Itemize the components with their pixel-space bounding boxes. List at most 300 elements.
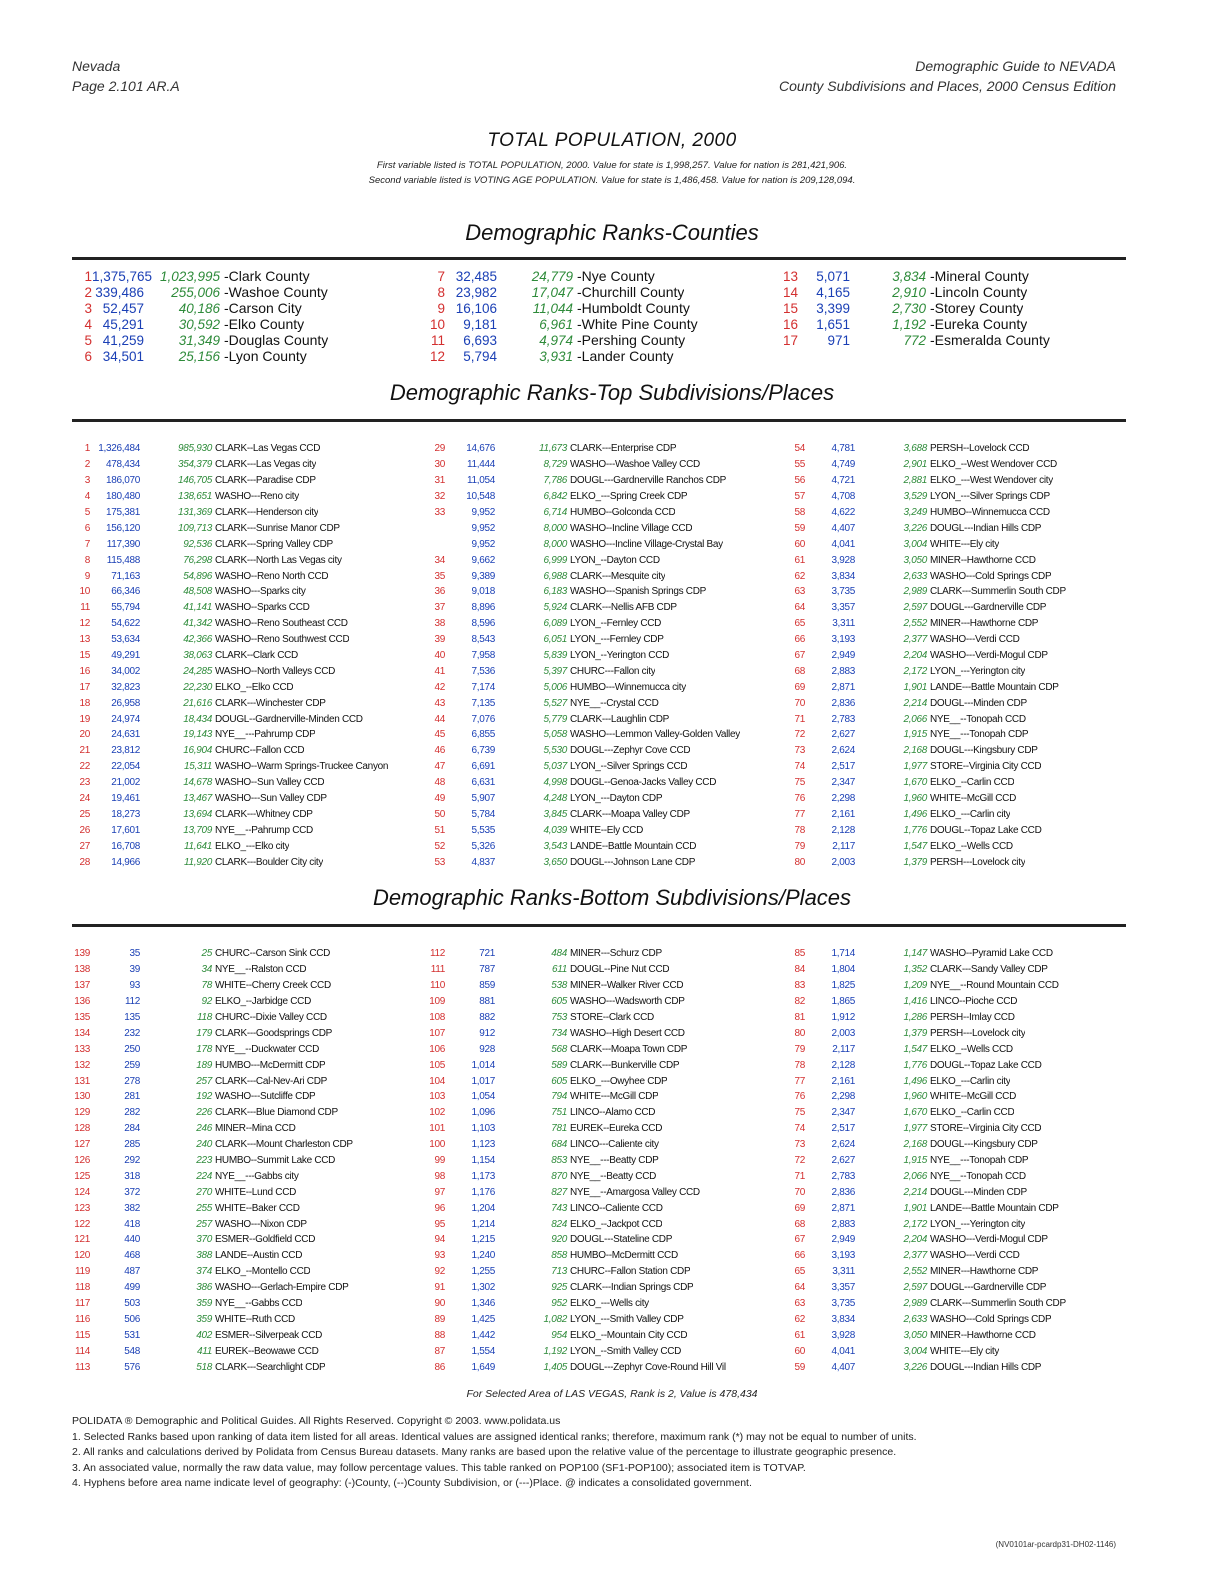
total-population: 2,128 [831, 1059, 855, 1071]
voting-age-population: 402 [196, 1329, 212, 1341]
voting-age-population: 2,597 [903, 1282, 927, 1294]
total-population: 318 [124, 1170, 140, 1182]
rank: 100 [429, 1139, 445, 1151]
area-name: WASHO---Sparks city [215, 586, 306, 598]
table-row [427, 1216, 787, 1232]
area-name: ELKO_--Elko CCD [215, 681, 294, 693]
footer-note: 1. Selected Ranks based upon ranking of data item listed for all areas. Identical values are assigned identical ranks; therefore, maximum rank (*) may not be equal to number of units. [72, 1430, 917, 1443]
rank: 6 [84, 348, 92, 364]
voting-age-population: 751 [551, 1107, 567, 1119]
county-row [425, 348, 778, 364]
rank: 123 [74, 1202, 90, 1214]
total-population: 175,381 [105, 507, 140, 518]
area-name: CLARK---Henderson city [215, 507, 319, 518]
table-row [72, 994, 427, 1010]
rank: 120 [74, 1250, 90, 1262]
table-row [787, 1168, 1126, 1184]
total-population: 1,302 [471, 1282, 495, 1294]
rank: 84 [794, 964, 805, 976]
county-row [778, 348, 1126, 364]
voting-age-population: 6,089 [543, 618, 567, 630]
area-name: DOUGL---Minden CDP [930, 1186, 1027, 1198]
rank: 16 [782, 316, 798, 332]
area-name: CLARK---Indian Springs CDP [570, 1282, 694, 1294]
area-name: WHITE---Ely city [930, 1345, 1000, 1357]
total-population: 9,952 [471, 507, 495, 518]
voting-age-population: 257 [196, 1218, 212, 1230]
county-row [72, 332, 425, 348]
total-population: 156,120 [105, 522, 140, 534]
rank: 32 [434, 491, 445, 503]
table-row [787, 994, 1126, 1010]
area-name: DOUGL---Minden CDP [930, 697, 1027, 709]
rank: 67 [794, 650, 805, 662]
total-population: 3,193 [831, 634, 855, 646]
rank: 66 [794, 634, 805, 646]
rank: 132 [74, 1059, 90, 1071]
area-name: CLARK---Goodsprings CDP [215, 1027, 333, 1039]
area-name: -Humboldt County [577, 300, 690, 316]
voting-age-population: 772 [903, 332, 926, 348]
rank: 105 [429, 1059, 445, 1071]
rank: 111 [430, 964, 445, 976]
total-population: 7,174 [471, 681, 495, 693]
rank: 3 [84, 300, 92, 316]
table-row [72, 1184, 427, 1200]
area-name: NYE__--Tonopah CCD [930, 1170, 1026, 1182]
rank: 19 [79, 713, 90, 725]
table-row [427, 1359, 787, 1375]
voting-age-population: 870 [551, 1170, 567, 1182]
total-population: 49,291 [111, 650, 140, 662]
table-row [427, 441, 787, 457]
voting-age-population: 4,039 [543, 824, 567, 836]
total-population: 7,135 [471, 697, 495, 709]
table-row [427, 727, 787, 743]
voting-age-population: 76,298 [183, 554, 212, 566]
total-population: 4,708 [831, 491, 855, 503]
total-population: 548 [124, 1345, 140, 1357]
voting-age-population: 1,192 [543, 1345, 567, 1357]
area-name: WHITE--McGill CCD [930, 1091, 1016, 1103]
area-name: DOUGL---Kingsbury CDP [930, 745, 1038, 757]
area-name: MINER---Hawthorne CDP [930, 1266, 1039, 1278]
rank: 119 [74, 1266, 90, 1278]
voting-age-population: 3,688 [903, 443, 927, 455]
voting-age-population: 484 [551, 948, 567, 960]
table-row [72, 489, 427, 505]
voting-age-population: 568 [551, 1043, 567, 1055]
area-name: EUREK--Beowawe CCD [215, 1345, 319, 1357]
table-row [787, 679, 1126, 695]
total-population: 4,407 [831, 522, 855, 534]
table-row [72, 806, 427, 822]
table-row [427, 536, 787, 552]
total-population: 5,535 [471, 824, 495, 836]
county-row [778, 284, 1126, 300]
area-name: DOUGL--Gardnerville-Minden CCD [215, 713, 363, 725]
county-row [425, 332, 778, 348]
area-name: CLARK---Moapa Town CDP [570, 1043, 688, 1055]
table-row [72, 441, 427, 457]
area-name: ELKO_---Carlin city [930, 1075, 1011, 1087]
total-population: 14,966 [111, 856, 140, 868]
area-name: LYON_---Dayton CDP [570, 793, 663, 805]
table-row [427, 552, 787, 568]
total-population: 7,536 [471, 665, 495, 677]
rank: 9 [437, 300, 445, 316]
area-name: NYE__---Tonopah CDP [930, 1155, 1029, 1167]
total-population: 284 [124, 1123, 140, 1135]
rank: 37 [434, 602, 445, 614]
total-population: 9,181 [463, 316, 497, 332]
voting-age-population: 1,379 [903, 1027, 927, 1039]
area-name: -Mineral County [930, 268, 1029, 284]
total-population: 2,627 [831, 729, 855, 741]
rank: 64 [794, 1282, 805, 1294]
rank: 12 [79, 618, 90, 630]
total-population: 4,721 [831, 475, 855, 487]
voting-age-population: 1,352 [903, 964, 927, 976]
voting-age-population: 1,915 [903, 729, 927, 741]
table-row [787, 711, 1126, 727]
voting-age-population: 223 [196, 1155, 212, 1167]
rank: 133 [74, 1043, 90, 1055]
voting-age-population: 3,004 [903, 1345, 927, 1357]
table-row [427, 1105, 787, 1121]
total-population: 2,003 [831, 1027, 855, 1039]
total-population: 506 [124, 1313, 140, 1325]
rank: 114 [74, 1345, 90, 1357]
voting-age-population: 713 [551, 1266, 567, 1278]
voting-age-population: 5,058 [543, 729, 567, 741]
rank: 82 [794, 996, 805, 1008]
table-row [427, 759, 787, 775]
voting-age-population: 24,285 [183, 665, 212, 677]
total-population: 2,836 [831, 1186, 855, 1198]
area-name: NYE__--Crystal CCD [570, 697, 659, 709]
table-row [427, 489, 787, 505]
total-population: 11,444 [466, 459, 495, 471]
area-name: CHURC--Carson Sink CCD [215, 948, 331, 960]
table-row [787, 552, 1126, 568]
rank: 69 [794, 681, 805, 693]
voting-age-population: 684 [551, 1139, 567, 1151]
voting-age-population: 11,673 [538, 443, 567, 455]
total-population: 19,461 [111, 793, 140, 805]
total-population: 2,298 [831, 1091, 855, 1103]
table-row [427, 1343, 787, 1359]
area-name: CLARK---Mount Charleston CDP [215, 1139, 353, 1151]
voting-age-population: 1,901 [903, 1202, 927, 1214]
table-row [787, 1311, 1126, 1327]
voting-age-population: 794 [551, 1091, 567, 1103]
voting-age-population: 1,496 [903, 1075, 927, 1087]
area-name: DOUGL---Gardnerville Ranchos CDP [570, 475, 727, 487]
rank: 5 [84, 507, 90, 518]
area-name: LYON_---Silver Springs CDP [930, 491, 1050, 503]
voting-age-population: 388 [196, 1250, 212, 1262]
table-row [427, 1010, 787, 1026]
rank: 106 [429, 1043, 445, 1055]
rank: 10 [429, 316, 445, 332]
total-population: 4,781 [831, 443, 855, 455]
rank: 68 [794, 665, 805, 677]
total-population: 4,622 [831, 507, 855, 518]
area-name: LYON_--Smith Valley CCD [570, 1345, 682, 1357]
area-name: LANDE---Battle Mountain CDP [930, 681, 1059, 693]
total-population: 34,501 [102, 348, 144, 364]
rank: 2 [84, 459, 90, 471]
county-row [778, 332, 1126, 348]
total-population: 3,928 [831, 1329, 855, 1341]
table-row [72, 1073, 427, 1089]
total-population: 16,708 [111, 840, 140, 852]
area-name: -Carson City [224, 300, 302, 316]
table-row [72, 1296, 427, 1312]
area-name: CLARK---Summerlin South CDP [930, 1298, 1066, 1310]
total-population: 2,949 [831, 1234, 855, 1246]
total-population: 1,825 [831, 980, 855, 992]
rank: 112 [429, 948, 445, 960]
county-row [425, 284, 778, 300]
table-row [72, 505, 427, 521]
voting-age-population: 6,999 [543, 554, 567, 566]
section-rule [72, 419, 1126, 422]
rank: 51 [434, 824, 445, 836]
table-row [427, 994, 787, 1010]
footer-notes [72, 1414, 1126, 1492]
table-row [787, 727, 1126, 743]
voting-age-population: 38,063 [183, 650, 212, 662]
table-row [787, 632, 1126, 648]
table-row [72, 791, 427, 807]
voting-age-population: 257 [196, 1075, 212, 1087]
rank: 34 [434, 554, 445, 566]
table-row [427, 568, 787, 584]
rank: 4 [84, 316, 92, 332]
total-population: 382 [124, 1202, 140, 1214]
total-population: 259 [124, 1059, 140, 1071]
voting-age-population: 2,214 [903, 697, 927, 709]
rank: 53 [434, 856, 445, 868]
total-population: 3,735 [831, 1298, 855, 1310]
voting-age-population: 5,779 [543, 713, 567, 725]
total-population: 721 [479, 948, 495, 960]
total-population: 1,204 [471, 1202, 495, 1214]
voting-age-population: 2,066 [903, 1170, 927, 1182]
total-population: 440 [124, 1234, 140, 1246]
table-row [787, 616, 1126, 632]
table-row [787, 946, 1126, 962]
voting-age-population: 2,597 [903, 602, 927, 614]
total-population: 6,739 [471, 745, 495, 757]
table-row [427, 584, 787, 600]
total-population: 11,054 [466, 475, 495, 487]
area-name: -Elko County [224, 316, 305, 332]
rank: 110 [429, 980, 445, 992]
table-row [787, 584, 1126, 600]
total-population: 55,794 [111, 602, 140, 614]
table-row [787, 838, 1126, 854]
total-population: 1,326,484 [98, 443, 140, 455]
total-population: 21,002 [111, 777, 140, 789]
area-name: WASHO--Reno North CCD [215, 570, 329, 582]
rank: 70 [794, 1186, 805, 1198]
area-name: CLARK---Enterprise CDP [570, 443, 677, 455]
voting-age-population: 240 [196, 1139, 212, 1151]
table-row [787, 457, 1126, 473]
rank: 122 [74, 1218, 90, 1230]
rank: 63 [794, 1298, 805, 1310]
voting-age-population: 611 [551, 964, 567, 976]
total-population: 1,103 [471, 1123, 495, 1135]
total-population: 35 [129, 948, 140, 960]
area-name: NYE__--Ralston CCD [215, 964, 307, 976]
area-name: CLARK---Blue Diamond CDP [215, 1107, 338, 1119]
voting-age-population: 1,496 [903, 808, 927, 820]
county-row [72, 284, 425, 300]
area-name: MINER---Hawthorne CDP [930, 618, 1039, 630]
area-name: LYON_--Fernley CCD [570, 618, 662, 630]
voting-age-population: 3,834 [892, 268, 926, 284]
rank: 98 [434, 1170, 445, 1182]
rank: 74 [794, 761, 805, 773]
rank: 64 [794, 602, 805, 614]
total-population: 3,399 [816, 300, 850, 316]
rank: 108 [429, 1012, 445, 1023]
voting-age-population: 858 [551, 1250, 567, 1262]
total-population: 4,837 [471, 856, 495, 868]
total-population: 1,912 [831, 1012, 855, 1023]
voting-age-population: 3,050 [903, 1329, 927, 1341]
area-name: -Washoe County [224, 284, 328, 300]
total-population: 1,176 [471, 1186, 495, 1198]
table-row [787, 1248, 1126, 1264]
rank: 115 [74, 1329, 90, 1341]
rank: 48 [434, 777, 445, 789]
total-population: 503 [124, 1298, 140, 1310]
total-population: 2,883 [831, 665, 855, 677]
table-row [787, 648, 1126, 664]
table-row [72, 1010, 427, 1026]
rank: 137 [74, 980, 90, 992]
total-population: 2,871 [831, 681, 855, 693]
area-name: CLARK--Las Vegas CCD [215, 443, 321, 455]
voting-age-population: 178 [196, 1043, 212, 1055]
total-population: 34,002 [111, 665, 140, 677]
rank: 118 [74, 1282, 90, 1294]
area-name: WASHO--Sparks CCD [215, 602, 310, 614]
rank: 102 [429, 1107, 445, 1119]
voting-age-population: 25 [201, 948, 212, 960]
rank: 66 [794, 1250, 805, 1262]
voting-age-population: 1,147 [903, 948, 927, 960]
table-row [427, 791, 787, 807]
total-population: 2,871 [831, 1202, 855, 1214]
table-row [787, 1216, 1126, 1232]
area-name: WASHO---Nixon CDP [215, 1218, 307, 1230]
voting-age-population: 34 [201, 964, 212, 976]
area-name: NYE__--Duckwater CCD [215, 1043, 320, 1055]
area-name: CLARK---Moapa Valley CDP [570, 808, 690, 820]
selected-area-note: For Selected Area of LAS VEGAS, Rank is 2, Value is 478,434 [466, 1388, 758, 1400]
table-row [787, 1296, 1126, 1312]
total-population: 5,784 [471, 808, 495, 820]
area-name: WASHO---Cold Springs CDP [930, 1313, 1052, 1325]
table-row [72, 1200, 427, 1216]
table-row [427, 1184, 787, 1200]
rank: 92 [434, 1266, 445, 1278]
rank: 73 [794, 745, 805, 757]
total-population: 2,117 [832, 1043, 855, 1055]
area-name: -Esmeralda County [930, 332, 1050, 348]
voting-age-population: 781 [551, 1123, 567, 1135]
voting-age-population: 411 [196, 1345, 212, 1357]
area-name: -Lander County [577, 348, 674, 364]
table-row [787, 962, 1126, 978]
table-row [787, 1137, 1126, 1153]
area-name: NYE__--Gabbs CCD [215, 1298, 303, 1310]
voting-age-population: 2,910 [892, 284, 926, 300]
total-population: 2,347 [831, 1107, 855, 1119]
document-id: (NV0101ar-pcardp31-DH02-1146) [995, 1540, 1116, 1549]
table-row [427, 1041, 787, 1057]
voting-age-population: 2,881 [903, 475, 927, 487]
total-population: 1,123 [471, 1139, 495, 1151]
total-population: 7,076 [471, 713, 495, 725]
table-row [427, 663, 787, 679]
rank: 125 [74, 1170, 90, 1182]
area-name: DOUGL--Topaz Lake CCD [930, 1059, 1042, 1071]
table-row [72, 473, 427, 489]
voting-age-population: 2,204 [903, 1234, 927, 1246]
voting-age-population: 5,839 [543, 650, 567, 662]
area-name: WASHO---Sun Valley CDP [215, 793, 327, 805]
table-row [427, 1296, 787, 1312]
header-page: Page 2.101 AR.A [72, 78, 180, 94]
area-name: LINCO---Caliente city [570, 1139, 659, 1151]
area-name: PERSH--Imlay CCD [930, 1012, 1015, 1023]
table-row [72, 1216, 427, 1232]
voting-age-population: 131,369 [177, 507, 212, 518]
area-name: WASHO---Verdi CCD [930, 634, 1020, 646]
rank: 8 [84, 554, 90, 566]
area-name: WASHO--Reno Southwest CCD [215, 634, 350, 646]
table-row [787, 1105, 1126, 1121]
voting-age-population: 1,960 [903, 1091, 927, 1103]
table-row [72, 1280, 427, 1296]
table-row [787, 791, 1126, 807]
rank: 15 [79, 650, 90, 662]
rank: 54 [794, 443, 805, 455]
table-row [72, 1057, 427, 1073]
area-name: HUMBO--Winnemucca CCD [930, 507, 1050, 518]
total-population: 2,783 [831, 1170, 855, 1182]
rank: 109 [429, 996, 445, 1008]
area-name: CLARK---Summerlin South CDP [930, 586, 1066, 598]
total-population: 2,128 [831, 824, 855, 836]
total-population: 2,117 [832, 840, 855, 852]
county-row [778, 268, 1126, 284]
rank: 44 [434, 713, 445, 725]
table-row [787, 489, 1126, 505]
voting-age-population: 246 [196, 1123, 212, 1135]
total-population: 9,662 [471, 554, 495, 566]
table-row [72, 1311, 427, 1327]
voting-age-population: 13,694 [183, 808, 212, 820]
voting-age-population: 19,143 [183, 729, 212, 741]
